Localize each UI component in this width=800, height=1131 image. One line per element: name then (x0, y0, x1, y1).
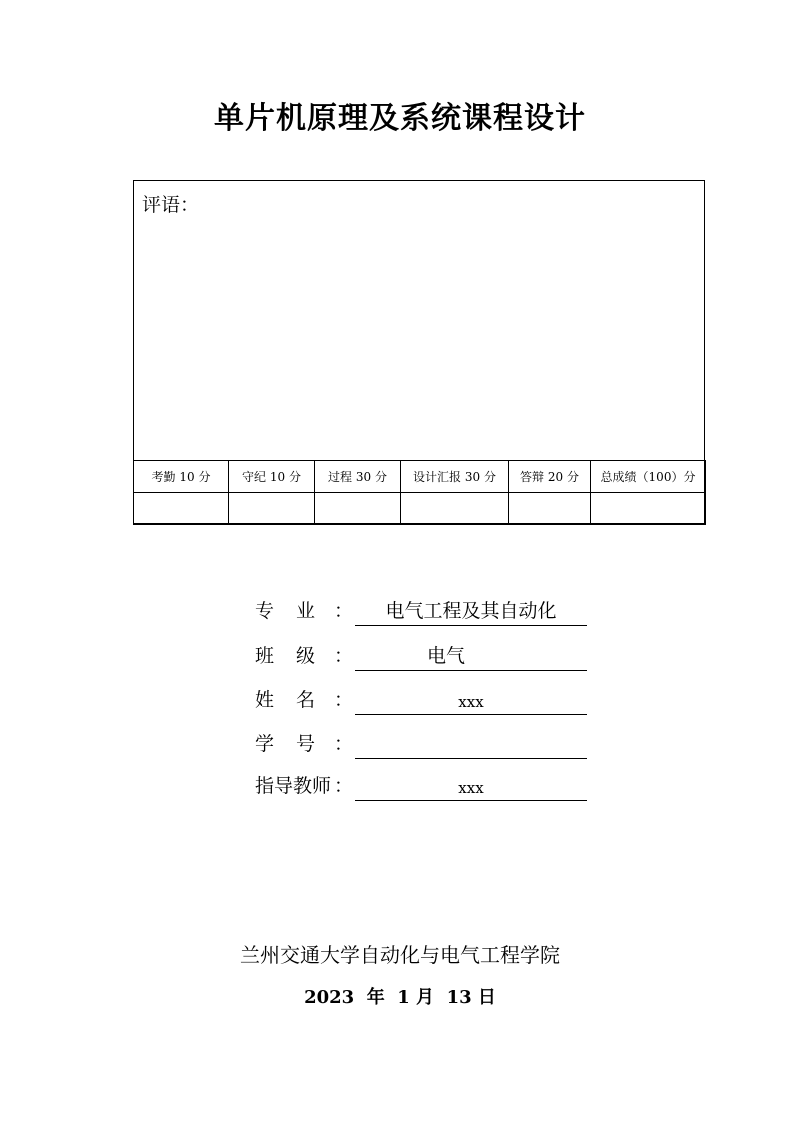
major-label: 专 业 (255, 600, 315, 622)
score-header-discipline: 守纪 10 分 (229, 461, 315, 493)
score-table (133, 460, 706, 525)
score-header-defense: 答辩 20 分 (509, 461, 591, 493)
class-value: 电气 (355, 641, 587, 671)
info-row-major: 专 业 ： 电气工程及其自动化 (255, 596, 600, 626)
score-header-row (134, 461, 706, 493)
name-value: xxx (355, 685, 587, 715)
info-row-class: 班 级 ： 电气 (255, 641, 600, 671)
score-value-defense (509, 493, 591, 525)
info-row-advisor: 指导教师 ： xxx (255, 771, 600, 801)
class-label: 班 级 (255, 645, 315, 667)
advisor-value: xxx (355, 771, 587, 801)
student-id-value (355, 729, 587, 759)
info-row-name: 姓 名 ： xxx (255, 685, 600, 715)
name-label: 姓 名 (255, 689, 315, 711)
score-header-report: 设计汇报 30 分 (401, 461, 509, 493)
score-value-attendance (134, 493, 229, 525)
score-value-row (134, 493, 706, 525)
student-id-label: 学 号 (255, 733, 315, 755)
document-title: 单片机原理及系统课程设计 (214, 101, 586, 136)
comments-label: 评语： (142, 194, 200, 216)
score-value-total (591, 493, 706, 525)
score-header-total: 总成绩（100）分 (591, 461, 706, 493)
school-name: 兰州交通大学自动化与电气工程学院 (240, 943, 560, 967)
score-value-process (315, 493, 401, 525)
info-row-student-id: 学 号 ： (255, 729, 600, 759)
document-date: 2023 年 1 月 13 日 (304, 987, 496, 1008)
major-value: 电气工程及其自动化 (355, 596, 587, 626)
score-header-process: 过程 30 分 (315, 461, 401, 493)
score-value-discipline (229, 493, 315, 525)
score-value-report (401, 493, 509, 525)
grading-box (133, 180, 705, 524)
score-header-attendance: 考勤 10 分 (134, 461, 229, 493)
advisor-label: 指导教师 (255, 775, 332, 797)
